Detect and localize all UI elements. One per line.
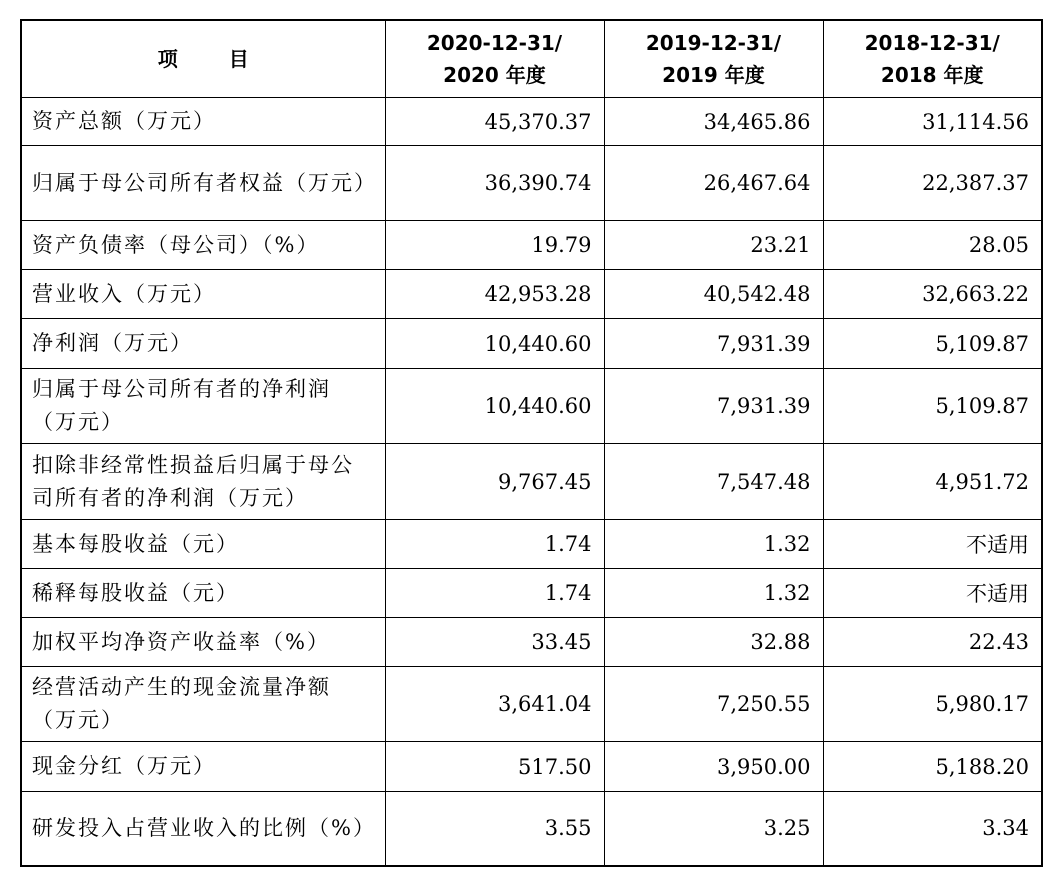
cell-2019: 26,467.64 (604, 146, 823, 221)
cell-2019: 3.25 (604, 792, 823, 866)
cell-2020: 42,953.28 (385, 270, 604, 319)
table-row (21, 369, 1042, 444)
cell-2020: 19.79 (385, 221, 604, 270)
cell-2020: 3,641.04 (385, 667, 604, 742)
row-label: 归属于母公司所有者权益（万元） (21, 146, 385, 221)
cell-2018: 22,387.37 (823, 146, 1042, 221)
cell-2019: 32.88 (604, 618, 823, 667)
cell-2019: 23.21 (604, 221, 823, 270)
cell-2020: 3.55 (385, 792, 604, 866)
table-row (21, 319, 1042, 369)
table-row (21, 520, 1042, 569)
table-row (21, 792, 1042, 866)
cell-2018: 3.34 (823, 792, 1042, 866)
cell-2019: 1.32 (604, 569, 823, 618)
header-row (21, 20, 1042, 98)
cell-2020: 10,440.60 (385, 369, 604, 444)
row-label: 净利润（万元） (21, 319, 385, 369)
table-row (21, 221, 1042, 270)
cell-2019: 7,547.48 (604, 444, 823, 520)
cell-2020: 1.74 (385, 569, 604, 618)
cell-2019: 40,542.48 (604, 270, 823, 319)
cell-2018: 5,109.87 (823, 319, 1042, 369)
row-label: 加权平均净资产收益率（%） (21, 618, 385, 667)
cell-2018: 不适用 (823, 520, 1042, 569)
row-label: 营业收入（万元） (21, 270, 385, 319)
cell-2019: 7,931.39 (604, 369, 823, 444)
cell-2020: 36,390.74 (385, 146, 604, 221)
table-row (21, 98, 1042, 146)
table-row (21, 742, 1042, 792)
cell-2018: 32,663.22 (823, 270, 1042, 319)
header-2019 (604, 20, 823, 98)
cell-2019: 3,950.00 (604, 742, 823, 792)
cell-2020: 9,767.45 (385, 444, 604, 520)
cell-2019: 7,931.39 (604, 319, 823, 369)
header-2019-text: 2019-12-31/ 2019 年度 (645, 31, 782, 87)
table-row (21, 146, 1042, 221)
financial-data-table (20, 19, 1043, 867)
row-label: 现金分红（万元） (21, 742, 385, 792)
header-2018 (823, 20, 1042, 98)
cell-2020: 10,440.60 (385, 319, 604, 369)
header-item: 项 目 (21, 20, 385, 98)
row-label: 归属于母公司所有者的净利润（万元） (21, 369, 385, 444)
cell-2018: 5,980.17 (823, 667, 1042, 742)
row-label: 稀释每股收益（元） (21, 569, 385, 618)
row-label: 扣除非经常性损益后归属于母公司所有者的净利润（万元） (21, 444, 385, 520)
table-header (21, 20, 1042, 98)
cell-2018: 不适用 (823, 569, 1042, 618)
cell-2019: 7,250.55 (604, 667, 823, 742)
header-2020 (385, 20, 604, 98)
table-row (21, 569, 1042, 618)
row-label: 资产总额（万元） (21, 98, 385, 146)
cell-2018: 31,114.56 (823, 98, 1042, 146)
cell-2020: 517.50 (385, 742, 604, 792)
cell-2020: 45,370.37 (385, 98, 604, 146)
row-label: 资产负债率（母公司）（%） (21, 221, 385, 270)
cell-2018: 4,951.72 (823, 444, 1042, 520)
cell-2020: 33.45 (385, 618, 604, 667)
row-label: 经营活动产生的现金流量净额（万元） (21, 667, 385, 742)
cell-2018: 5,109.87 (823, 369, 1042, 444)
header-2020-text: 2020-12-31/ 2020 年度 (426, 31, 563, 87)
cell-2019: 34,465.86 (604, 98, 823, 146)
table-row (21, 618, 1042, 667)
cell-2019: 1.32 (604, 520, 823, 569)
row-label: 研发投入占营业收入的比例（%） (21, 792, 385, 866)
table-row (21, 444, 1042, 520)
cell-2018: 22.43 (823, 618, 1042, 667)
table-row (21, 270, 1042, 319)
cell-2020: 1.74 (385, 520, 604, 569)
header-2018-text: 2018-12-31/ 2018 年度 (864, 31, 1000, 87)
cell-2018: 28.05 (823, 221, 1042, 270)
cell-2018: 5,188.20 (823, 742, 1042, 792)
row-label: 基本每股收益（元） (21, 520, 385, 569)
table-body (21, 98, 1042, 866)
table-row (21, 667, 1042, 742)
